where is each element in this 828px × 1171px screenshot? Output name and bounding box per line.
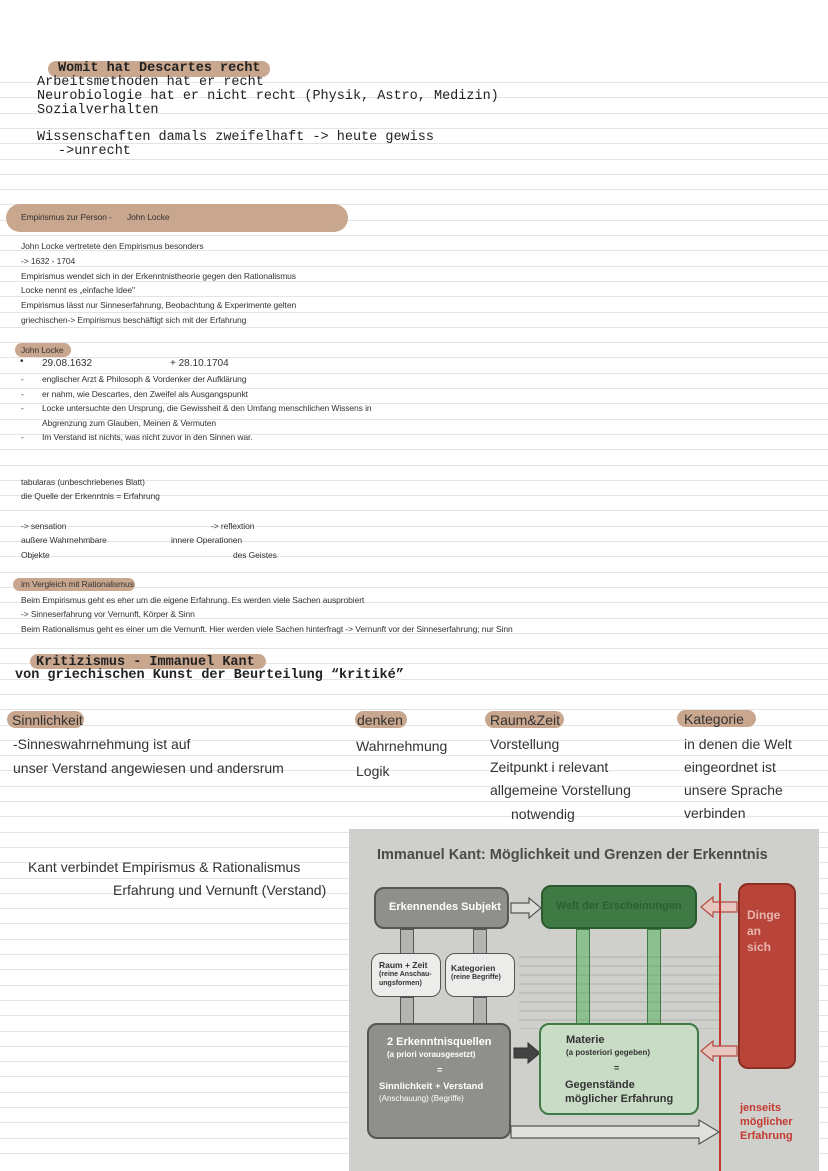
vergleich-line-3: Beim Rationalismus geht es einer um die Vernunft. Hier werden viele Sachen hinterfragt -> Vernunft vor der Sinneserfahrung; nur Sinn bbox=[21, 624, 513, 634]
diagram-title: Immanuel Kant: Möglichkeit und Grenzen der Erkenntnis bbox=[377, 847, 768, 863]
diagram-welt: Welt der Erscheinungen bbox=[556, 900, 682, 912]
empirismus-line-4: Locke nennt es „einfache Idee" bbox=[21, 285, 135, 295]
diagram-kategorien-2: (reine Begriffe) bbox=[451, 974, 501, 981]
locke-tabula: tabularas (unbeschriebenes Blatt) bbox=[21, 477, 145, 487]
locke-innere: innere Operationen bbox=[171, 535, 242, 545]
diagram-connector-3 bbox=[400, 997, 414, 1025]
diagram-quellen-4: Sinnlichkeit + Verstand bbox=[379, 1081, 484, 1092]
diagram-connector-1 bbox=[400, 929, 414, 955]
locke-dash-2: - bbox=[21, 389, 24, 399]
diagram-connector-2 bbox=[473, 929, 487, 955]
diagram-dinge-2: an bbox=[747, 924, 762, 938]
empirismus-line-6: griechischen-> Empirismus beschäftigt sich mit der Erfahrung bbox=[21, 315, 247, 325]
locke-bullet-4: Abgrenzung zum Glauben, Meinen & Vermuten bbox=[42, 418, 217, 428]
notebook-rule bbox=[0, 327, 828, 328]
locke-dash-1: - bbox=[21, 374, 24, 384]
empirismus-line-1: John Locke vertretete den Empirismus besonders bbox=[21, 241, 204, 251]
locke-quelle: die Quelle der Erkenntnis = Erfahrung bbox=[21, 491, 160, 501]
empirismus-line-5: Empirismus lässt nur Sinneserfahrung, Beobachtung & Experimente gelten bbox=[21, 300, 297, 310]
col-sinnlichkeit-line-1: -Sinneswahrnehmung ist auf bbox=[13, 736, 191, 752]
col-kategorie-header: Kategorie bbox=[684, 711, 744, 727]
descartes-line-3: Sozialverhalten bbox=[37, 103, 159, 118]
notebook-rule bbox=[0, 159, 828, 160]
col-kategorie-line-1: in denen die Welt bbox=[684, 736, 792, 752]
diagram-arrow-quellen-materie bbox=[512, 1041, 542, 1065]
descartes-wissen: Wissenschaften damals zweifelhaft -> heute gewiss bbox=[37, 130, 434, 145]
col-denken-line-2: Logik bbox=[356, 763, 390, 779]
col-sinnlichkeit-line-2: unser Verstand angewiesen und andersrum bbox=[13, 760, 284, 776]
locke-dash-3: - bbox=[21, 403, 24, 413]
col-raumzeit-header: Raum&Zeit bbox=[490, 712, 561, 728]
diagram-materie-2: (a posteriori gegeben) bbox=[566, 1048, 651, 1057]
diagram-raumzeit-2: (reine Anschau- bbox=[379, 971, 432, 978]
diagram-dinge-3: sich bbox=[747, 940, 772, 954]
diagram-quellen-2: (a priori vorausgesetzt) bbox=[387, 1050, 476, 1059]
col-raumzeit-line-3: allgemeine Vorstellung bbox=[490, 782, 631, 798]
locke-objekte: Objekte bbox=[21, 550, 50, 560]
notebook-rule bbox=[0, 357, 828, 358]
notebook-rule bbox=[0, 266, 828, 267]
locke-birth: 29.08.1632 bbox=[42, 358, 93, 369]
col-kategorie-line-2: eingeordnet ist bbox=[684, 759, 776, 775]
descartes-line-1: Arbeitsmethoden hat er recht bbox=[37, 75, 264, 90]
empirismus-heading-b: John Locke bbox=[127, 212, 170, 222]
col-kategorie-line-3: unsere Sprache bbox=[684, 782, 783, 798]
notebook-rule bbox=[0, 572, 828, 573]
descartes-unrecht: ->unrecht bbox=[58, 144, 131, 159]
diagram-jenseits-3: Erfahrung bbox=[740, 1130, 793, 1142]
diagram-kategorien-1: Kategorien bbox=[451, 963, 496, 973]
notebook-rule bbox=[0, 296, 828, 297]
col-kategorie-line-4: verbinden bbox=[684, 805, 746, 821]
locke-reflexion: -> reflextion bbox=[211, 521, 255, 531]
notebook-rule bbox=[0, 801, 828, 802]
diagram-arrow-dinge-materie bbox=[699, 1039, 739, 1063]
locke-dash-5: - bbox=[21, 432, 24, 442]
col-sinnlichkeit-header: Sinnlichkeit bbox=[12, 712, 83, 728]
vergleich-heading: im Vergleich mit Rationalismus bbox=[21, 579, 134, 589]
notebook-rule bbox=[0, 510, 828, 511]
diagram-faint-text bbox=[519, 949, 719, 1029]
locke-heading: John Locke bbox=[21, 345, 64, 355]
locke-bullet-5: Im Verstand ist nichts, was nicht zuvor in den Sinnen war. bbox=[42, 432, 253, 442]
locke-sensation: -> sensation bbox=[21, 521, 67, 531]
kant-heading: Kritizismus - Immanuel Kant bbox=[36, 655, 255, 670]
diagram-raumzeit-1: Raum + Zeit bbox=[379, 960, 428, 970]
notebook-rule bbox=[0, 235, 828, 236]
notebook-rule bbox=[0, 648, 828, 649]
col-raumzeit-line-4: notwendig bbox=[511, 806, 575, 822]
diagram-materie-5: möglicher Erfahrung bbox=[565, 1093, 674, 1105]
notebook-rule bbox=[0, 189, 828, 190]
diagram-quellen-5: (Anschauung) (Begriffe) bbox=[379, 1094, 464, 1103]
empirismus-line-2: -> 1632 - 1704 bbox=[21, 256, 76, 266]
vergleich-line-1: Beim Empirismus geht es eher um die eigene Erfahrung. Es werden viele Sachen ausprobiert bbox=[21, 595, 365, 605]
locke-birth-bullet: • bbox=[20, 356, 24, 367]
kant-subtitle: von griechischen Kunst der Beurteilung “kritiké” bbox=[15, 668, 404, 683]
diagram-bottom-arrow bbox=[509, 1117, 724, 1147]
locke-geistes: des Geistes bbox=[233, 550, 277, 560]
diagram-jenseits-2: möglicher bbox=[740, 1116, 793, 1128]
col-denken-header: denken bbox=[357, 712, 403, 728]
diagram-materie-1: Materie bbox=[566, 1034, 605, 1046]
col-raumzeit-line-1: Vorstellung bbox=[490, 736, 560, 752]
kant-diagram-photo bbox=[349, 829, 819, 1171]
locke-aeussere: außere Wahrnehmbare bbox=[21, 535, 107, 545]
diagram-quellen-1: 2 Erkenntnisquellen bbox=[387, 1036, 492, 1048]
notebook-rule bbox=[0, 526, 828, 527]
notebook-rule bbox=[0, 556, 828, 557]
diagram-materie-3: = bbox=[614, 1063, 620, 1073]
diagram-jenseits-1: jenseits bbox=[740, 1102, 781, 1114]
notebook-rule bbox=[0, 755, 828, 756]
diagram-quellen-3: = bbox=[437, 1065, 443, 1075]
notebook-rule bbox=[0, 281, 828, 282]
vergleich-line-2: -> Sinneserfahrung vor Vernunft, Körper & Sinn bbox=[21, 609, 195, 619]
kant-verbindet: Kant verbindet Empirismus & Rationalismus bbox=[28, 859, 301, 875]
notebook-rule bbox=[0, 449, 828, 450]
notebook-rule bbox=[0, 312, 828, 313]
diagram-dinge-1: Dinge bbox=[747, 908, 781, 922]
diagram-raumzeit-3: ungsformen) bbox=[379, 980, 422, 987]
locke-bullet-3: Locke untersuchte den Ursprung, die Gewissheit & den Umfang menschlichen Wissens in bbox=[42, 403, 372, 413]
locke-death: + 28.10.1704 bbox=[170, 358, 229, 369]
notebook-rule bbox=[0, 342, 828, 343]
diagram-subjekt: Erkennendes Subjekt bbox=[389, 901, 501, 913]
notebook-rule bbox=[0, 174, 828, 175]
kant-erfahrung: Erfahrung und Vernunft (Verstand) bbox=[113, 882, 327, 898]
diagram-materie-4: Gegenstände bbox=[565, 1079, 635, 1091]
descartes-heading: Womit hat Descartes recht bbox=[58, 61, 261, 76]
diagram-arrow-subjekt-welt bbox=[509, 896, 543, 920]
empirismus-line-3: Empirismus wendet sich in der Erkenntnistheorie gegen den Rationalismus bbox=[21, 271, 296, 281]
notebook-rule bbox=[0, 541, 828, 542]
notebook-rule bbox=[0, 128, 828, 129]
notebook-rule bbox=[0, 694, 828, 695]
diagram-connector-4 bbox=[473, 997, 487, 1025]
locke-bullet-1: englischer Arzt & Philosoph & Vordenker der Aufklärung bbox=[42, 374, 247, 384]
notebook-rule bbox=[0, 465, 828, 466]
descartes-line-2: Neurobiologie hat er nicht recht (Physik, Astro, Medizin) bbox=[37, 89, 499, 104]
locke-bullet-2: er nahm, wie Descartes, den Zweifel als Ausgangspunkt bbox=[42, 389, 248, 399]
empirismus-heading-a: Empirismus zur Person - bbox=[21, 212, 112, 222]
col-denken-line-1: Wahrnehmung bbox=[356, 738, 448, 754]
col-raumzeit-line-2: Zeitpunkt i relevant bbox=[490, 759, 609, 775]
